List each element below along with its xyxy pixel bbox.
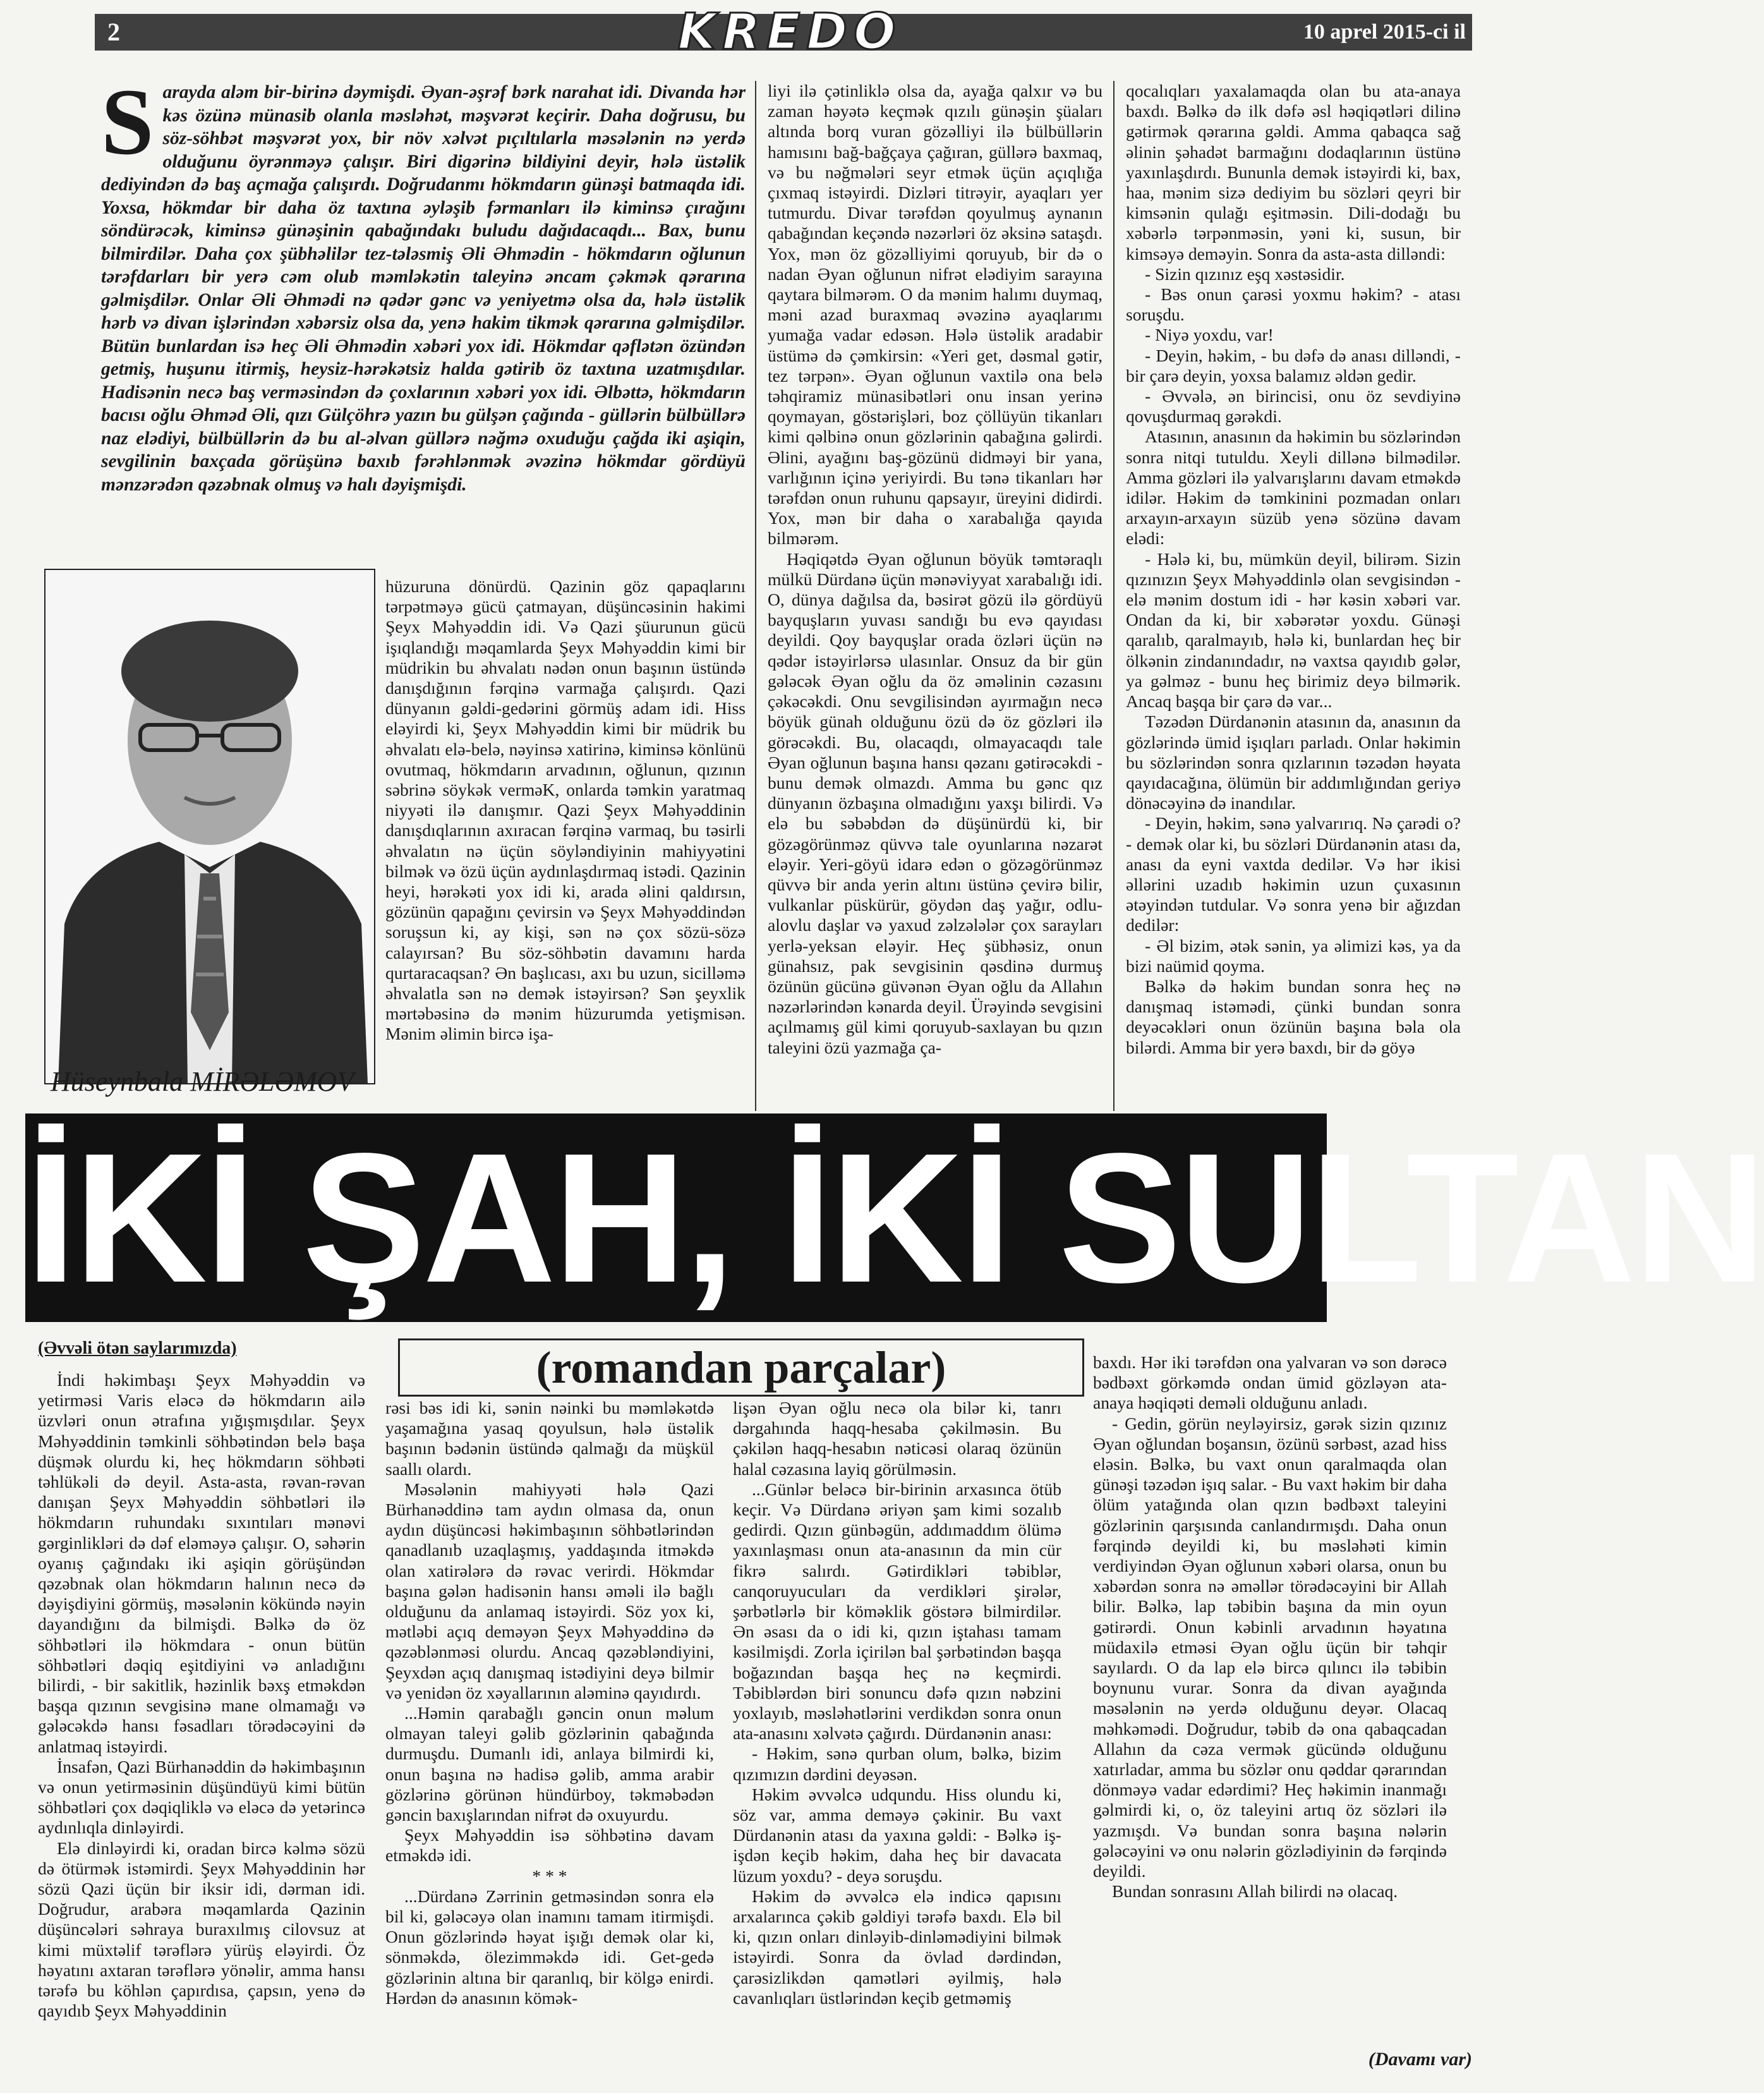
upper-right-column: [1126, 81, 1461, 1058]
paragraph: - Gedin, görün neyləyirsiz, gərək sizin qızınız Əyan oğlundan boşansın, özünü sərbəst, azad hiss eləsin. Bəlkə, bu vaxt onun qaralmaqda olan günəşi təzədən işıq salar. - Bu vaxt həkim bir daha ölüm yatağında olan qızın bədbəxt taleyini gözlərinin qarşısında canlandırmışdı. Daha onun fərqində deyildi ki, bu məsləhəti kimin verdiyindən Əyan oğlunun xəbəri olarsa, onun bu xəbərdən sonra nə əməllər törədəcəyini bir Allah bilir. Bəlkə, lap təbibin başına da min oyun gətirərdi. Onun kəbinli arvadının həyatına müdaxilə etməsi Əyan oğlu üçün bir təhqir sayılardı. O da lap elə bircə qılıncı ilə təbibin boynunu vurar. Sonra da divan ayağında məsələnin nə yerdə olduğunu deyər. Olacaq məhkəmədi. Doğrudur, təbib də ona qabaqcadan Allahın da cəza vermək gücündə olduğunu xatırladar, amma bu sözlər onu qəddar qərarından dönməyə vadar edərdimi? Heç həkimin inanmağı gəlmirdi ki, o, öz taleyini artıq öz sözləri ilə yazmışdı. Və bundan sonra başına nələrin gələcəyini və onu nələrin gözlədiyinin də fərqində deyildi.: [1093, 1413, 1447, 1881]
author-photo: [44, 569, 375, 1084]
paragraph: - Deyin, həkim, sənə yalvarırıq. Nə çarədi o? - demək olar ki, bu sözləri Dürdanənin atası da, anası da eyni vaxtda dedilər. Və hər ikisi əllərini uzadıb həkimin uzun çuxasının ətəyindən tutdular. Və sonra yenə bir ağızdan dedilər:: [1126, 813, 1461, 935]
portrait-illustration: [45, 570, 374, 1083]
paragraph: Təzədən Dürdanənin atasının da, anasının da gözlərində ümid işıqları parladı. Onlar həkimin bu sözlərindən sonra qızlarının təzədən həyata qayıdacağına, ölümün bir addımlığından geriyə dönəcəyinə də inandılar.: [1126, 712, 1461, 813]
previous-issue-note: (Əvvəli ötən saylarımızda): [38, 1338, 237, 1358]
paragraph: - Deyin, həkim, - bu dəfə də anası dilləndi, - bir çarə deyin, yoxsa balamız əldən gedir.: [1126, 345, 1461, 385]
paragraph: - Niyə yoxdu, var!: [1145, 325, 1274, 345]
photo-side-column: [385, 576, 746, 1045]
to-be-continued: (Davamı var): [1368, 2049, 1472, 2070]
intro-text: arayda aləm bir-birinə dəymişdi. Əyan-əşrəf bərk narahat idi. Divanda hər kəs özünə münasib olanla məsləhət, məşvərət keçirir. Daha doğrusu, bu söz-söhbət məşvərət yox, bir növ xəlvət pıçıltılarla məsələnin nə yerdə olduğunu öyrənməyə çalışır. Biri digərinə bildiyini deyir, hələ üstəlik dediyindən də baş açmağa çalışırdı. Doğrudanmı hökmdarın günəşi batmaqda idi. Yoxsa, hökmdar bir daha öz taxtına əyləşib fərmanları ilə kiminsə çırağını söndürəcək, kiminsə günəşinin qabağındakı buludu dağıdacaqdı... Bax, bunu bilmirdilər. Daha çox şübhəlilər tez-tələsmiş Əli Əhmədin - hökmdarın oğlunun tərəfdarları bir yerə cəm olub məmləkətin taleyinə əncam çəkmək qərarına gəlmişdilər. Onlar Əli Əhmədi nə qədər gənc və yeniyetmə olsa da, hələ üstəlik hərb və divan işlərindən xəbərsiz olsa da, yenə hakim tikmək qərarına gəlmişdilər. Bütün bunlardan isə heç Əli Əhmədin xəbəri yox idi. Hökmdar qəflətən özündən getmiş, huşunu itirmiş, heysiz-hərəkətsiz halda gətirib öz taxtına uzatmışdılar. Hadisənin necə baş verməsindən də çoxlarının xəbəri yox idi. Əlbəttə, hökmdarın bacısı oğlu Əhməd Əli, qızı Gülçöhrə yazın bu gülşən çağında - güllərin bülbüllərə naz elədiyi, bülbüllərin də bu al-əlvan güllərə nəğmə oxuduğu çağda iki aşiqin, sevgilinin baxçada görüşünə baxıb fərəhlənmək əvəzinə hökmdar gördüyü mənzərədən qəzəbnak olmuş və halı dəyişmişdi.: [101, 82, 746, 495]
paragraph: rəsi bəs idi ki, sənin nəinki bu məmləkətdə yaşamağına yasaq qoyulsun, hələ üstəlik başının bədənin üstündə qalmağı da müşkül saallı olardı.: [385, 1398, 714, 1479]
intro-paragraph: [101, 70, 746, 496]
paragraph: Həkim də əvvəlcə elə indicə qapısını arxalarınca çəkib gəldiyi tərəfə baxdı. Elə bil ki, qızın onları dinləyib-dinləmədiyini bilmək istəyirdi. Sonra da övlad dərdindən, çarəsizlikdən qamətləri əyilmiş, hələ cavanlıqları üstlərindən keçib getməmiş: [733, 1886, 1061, 2008]
paragraph: Atasının, anasının da həkimin bu sözlərindən sonra nitqi tutuldu. Xeyli dillənə bilmədilər. Amma gözləri ilə yalvarışlarını davam etməkdə idilər. Həkim də təmkinini pozmadan onları arxayın-arxayın süzüb yenə sözünə davam elədi:: [1126, 427, 1461, 549]
paragraph: - Əvvələ, ən birincisi, onu öz sevdiyinə qovuşdurmaq gərəkdi.: [1126, 386, 1461, 427]
paragraph: İnsafən, Qazi Bürhanəddin də həkimbaşının və onun yetirməsinin düşündüyü kimi bütün söhbətləri çox dəqiqliklə və eləcə də yetərincə aydınlıqla dinləyirdi.: [38, 1756, 365, 1838]
paragraph: ...Həmin qarabağlı gəncin onun məlum olmayan taleyi gəlib gözlərinin qabağında durmuşdu. Dumanlı idi, anlaya bilmirdi ki, onun başına nə hadisə gəlib, amma arabir gözlərinə görünən hündürboy, təkməbədən gəncin baxışlarından nifrət də oxuyurdu.: [385, 1703, 714, 1825]
column-rule: [755, 81, 756, 1111]
paragraph: Şeyx Məhyəddin isə söhbətinə davam etməkdə idi.: [385, 1825, 714, 1866]
paragraph: Həqiqətdə Əyan oğlunun böyük təmtəraqlı mülkü Dürdanə üçün mənəviyyat xarabalığı idi. O, dünya dağılsa da, bəsirət gözü ilə gördüyü bayquşların yuvası sandığı bu evə qayıdası deyildi. Qoy bayquşlar orada özləri üçün nə qədər istəyirlərsə ulasınlar. Onsuz da bir gün gələcək Əyan oğlu da öz əməlinin cəzasını çəkəcəkdi. Onu sevgilisindən ayırmağın necə böyük günah olduğunu özü də öz gözləri ilə görəcəkdi. Bu, olacaqdı, olmayacaqdı tale Əyan oğlunun başına hansı qəzanı gətirəcəkdi - bunu demək olmazdı. Amma bu gənc qız dünyanın özbaşına olmadığını yaxşı bilirdi. Və elə bu səbəbdən də düşünürdü ki, bir gözəgörünməz qüvvə tale oyunlarına nəzarət eləyir. Yeri-göyü idarə edən o gözəgörünməz qüvvə bir anda yerin altını üstünə çevirə bilir, vulkanlar püskürür, göydən daş yağır, odlu-alovlu daşlar və yaxud zəlzələlər çox sarayları yerlə-yeksan eləyir. Heç şübhəsiz, onun günahsız, pak sevgisinin qəsdinə durmuş özünün gücünə güvənən Əyan oğlu da Allahın nəzərlərindən kənarda deyil. Ürəyində sevgisini açılmamış gül kimi qoruyub-saxlayan bu qızın taleyini özü yazmağa ça-: [768, 549, 1102, 1057]
paragraph: Həkim əvvəlcə udqundu. Hiss olundu ki, söz var, amma deməyə çəkinir. Bu vaxt Dürdanənin atası da yaxına gəldi: - Bəlkə iş-işdən keçib həkim, daha heç bir davacata lüzum yoxdu? - deyə soruşdu.: [733, 1784, 1061, 1886]
paragraph: Məsələnin mahiyyəti hələ Qazi Bürhanəddinə tam aydın olmasa da, onun aydın düşüncəsi həkimbaşının söhbətlərindən qanadlanıb uzaqlaşmış, yaddaşında itməkdə olan xatirələrə də rəvac verirdi. Hökmdar başına gələn hadisənin hansı əməli ilə bağlı olduğunu da anlamaq istəyirdi. Söz yox ki, mətləbi açıq deməyən Şeyx Məhyəddinə də qəzəblənməsi olurdu. Ancaq qəzəbləndiyini, Şeyxdən açıq danışmaq istədiyini deyə bilmir və yenidən öz xəyallarının aləminə qayıdırdı.: [385, 1479, 714, 1702]
paragraph: - Bəs onun çarəsi yoxmu həkim? - atası soruşdu.: [1126, 284, 1461, 325]
paragraph: Bəlkə də həkim bundan sonra heç nə danışmaq istəmədi, çünki bundan sonra deyəcəkləri onun özünün başına bəla ola bilərdi. Amma bir yerə baxdı, bir də göyə: [1126, 976, 1461, 1057]
paragraph: baxdı. Hər iki tərəfdən ona yalvaran və son dərəcə bədbəxt görkəmdə ondan ümid gözləyən ata-anaya həqiqəti deməli olduğunu anladı.: [1093, 1352, 1447, 1413]
headline: İKİ ŞAH, İKİ SULTAN: [25, 1115, 1764, 1321]
paragraph: - Sizin qızınız eşq xəstəsidir.: [1145, 264, 1345, 284]
lower-column-4: [1093, 1352, 1447, 1902]
lower-column-2: [385, 1398, 714, 2008]
paragraph: lişən Əyan oğlu necə ola bilər ki, tanrı dərgahında haqq-hesaba çəkilməsin. Bu çəkilən haqq-hesabın nəticəsi olaraq özünün halal cəzasına layiq görülməsin.: [733, 1398, 1061, 1479]
paragraph: liyi ilə çətinliklə olsa da, ayağa qalxır və bu zaman həyətə keçmək qızılı günəşin şüaları altında borq vuran gözəlliyi ilə bülbüllərin hamısını bağ-bağçaya çağıran, güllərə baxmaq, və bu nəğmələri seyr etmək üçün açıqlığa çıxmaq istəyirdi. Dizləri titrəyir, ayaqları yer tutmurdu. Divar tərəfdən qoyulmuş aynanın qabağından keçəndə nəzərləri öz əksinə sataşdı. Yox, mən öz gözəlliyimi qoruyub, bir də o nadan Əyan oğlunun nifrət elədiyim sarayına qaytara bilmərəm. O da mənim halımı duymaq, məni azad buraxmaq əvəzinə ayaqlarımı yumağa vadar edəsən. Hələ üstəlik aradabir üstümə də çəmkirsin: «Yeri get, dəsmal gətir, tez tərpən». Əyan oğlunun vaxtilə ona belə təhqiramiz münasibətləri onu insan yerinə qoymayan, göstərişləri, boz çöllüyün tikanları kimi qəlbinə onun gözlərinin qabağına gəlirdi. Əlini, ayağını baş-gözünü didməyi bir yana, varlığının içinə yeriyirdi. Bu tənə tikanları hər tərəfdən onun ruhunu qapsayır, üreyini didirdi. Yox, mən bir daha o xarabalığa qayıda bilmərəm.: [768, 81, 1102, 549]
paragraph: hüzuruna dönürdü. Qazinin göz qapaqlarını tərpətməyə gücü çatmayan, düşüncəsinin hakimi Şeyx Məhyəddin idi. Və Qazi şüurunun gücü işıqlandığı məqamlarda Şeyx Məhyəddin kimi bir müdrikin bu əhvalatı nədən onun başının üstündə danışdığının fərqinə varmağa çalışırdı. Qazi dünyanın gəldi-gedərini görmüş adam idi. Hiss eləyirdi ki, Şeyx Məhyəddin kimi bir müdrik bu əhvalatı elə-belə, nəyinsə xatirinə, kiminsə könlünü ovutmaq, hökmdarın arvadının, oğlunun, qızının səbrinə söykək verməK, onlarda təmkin yaratmaq niyyəti ilə danışmır. Qazi Şeyx Məhyəddinin danışdıqlarının axıracan fərqinə varmaq, bu təsirli əhvalatın nə üçün söyləndiyinin mahiyyətini bilmək və özü üçün aydınlaşdırmaq istədi. Qazinin heyi, hərəkəti yox idi ki, arada əlini qaldırsın, gözünün qapağını çevirsin və Şeyx Məhyəddindən soruşsun ki, ay kişi, sən nə çox sözü-sözə calayırsan? Bu söz-söhbətin davamını harda qurtaracaqsan? Ən başlıcası, axı bu uzun, sicilləmə əhvalatla sən nə demək istəyirsən? Sən şeyxlik mərtəbəsinə də mənim hüzurumda yetişmisən. Mənim əlimin bircə işa-: [385, 576, 746, 1044]
paragraph: ...Dürdanə Zərrinin getməsindən sonra elə bil ki, gələcəyə olan inamını tamam itirmişdi. Onun gözlərində həyat işığı demək olar ki, sönməkdə, ölezimməkdə idi. Get-gedə gözlərinin altına bir qaranlıq, bir kölgə enirdi. Hərdən də anasının kömək-: [385, 1886, 714, 2008]
paragraph: Elə dinləyirdi ki, oradan bircə kəlmə sözü də ötürmək istəmirdi. Şeyx Məhyəddinin hər sözü Qazi üçün bir iksir idi, dərman idi. Doğrudur, arabəra məqamlarda Qazinin düşüncələri səhraya buraxılmış cilovsuz at kimi müxtəlif tərəflərə yürüş eləyirdi. Öz həyatını axtaran tərəflərə yönəlir, amma hansı tərəfə bu köhlən çapırdısa, çapsın, yenə də qayıdıb Şeyx Məhyəddinin: [38, 1838, 365, 2021]
paragraph: qocalıqları yaxalamaqda olan bu ata-anaya baxdı. Bəlkə də ilk dəfə əsl həqiqətləri dilinə gətirmək qərarına gəldi. Amma qabaqca sağ əlinin şəhadət barmağını dodaqlarının üstünə yaxınlaşdırdı. Bununla demək istəyirdi ki, bax, haa, mənim sizə dediyim bu sözləri qeyri bir kimsənin qulağı eşitməsin. Dili-dodağı bu xəbərlə tərpənməsin, yəni ki, susun, bir kimsəyə deməyin. Sonra da asta-asta dilləndi:: [1126, 81, 1461, 264]
author-name: Hüseynbala MİRƏLƏMOV: [51, 1066, 354, 1097]
subtitle: (romandan parçalar): [398, 1338, 1084, 1397]
column-rule: [1113, 81, 1115, 1111]
upper-middle-column: [768, 81, 1102, 1058]
paragraph: - Həkim, sənə qurban olum, bəlkə, bizim qızımızın dərdini deyəsən.: [733, 1744, 1061, 1784]
page-number: 2: [107, 18, 120, 46]
paragraph: - Əl bizim, ətək sənin, ya əlimizi kəs, ya da bizi naümid qoyma.: [1126, 935, 1461, 976]
paragraph: ...Günlər beləcə bir-birinin arxasınca ötüb keçir. Və Dürdanə əriyən şam kimi sozalıb gedirdi. Qızın günbəgün, addımaddım ölümə yaxınlaşması onun ata-anasının da min cür fikrə salırdı. Gətirdikləri təbiblər, canqoruyucuları da verdikləri şirələr, şərbətlərlə bir köməklik göstərə bilmirdilər. Ən əsası da o idi ki, qızın iştahası tamam kəsilmişdi. Zorla içirilən bal şərbətindən başqa boğazından başqa heç nə keçmirdi. Təbiblərdən biri sonuncu dəfə qızın nəbzini yoxlayıb, məsləhətlərini verdikdən sonra onun ata-anasını xəlvətə çağırdı. Dürdanənin anası:: [733, 1479, 1061, 1744]
paragraph: - Hələ ki, bu, mümkün deyil, bilirəm. Sizin qızınızın Şeyx Məhyəddinlə olan sevgisindən - elə mənim dostum idi - hər kəsin xəbəri var. Ondan da ki, bir xəbərətər yoxdu. Günəşi qaralıb, qaralmayıb, hələ ki, bunlardan heç bir ölkənin zindanındadır, nə vaxtsa qayıdıb gələr, ya gəlməz - bunu heç birimiz deyə bilmərik. Ancaq başqa bir çarə də var...: [1126, 549, 1461, 712]
paragraph: Bundan sonrasını Allah bilirdi nə olacaq.: [1112, 1881, 1398, 1902]
lower-column-3: [733, 1398, 1061, 2008]
issue-date: 10 aprel 2015-ci il: [1303, 20, 1466, 44]
paragraph: İndi həkimbaşı Şeyx Məhyəddin və yetirməsi Varis eləcə də hökmdarın ailə üzvləri onun ətrafına yığışmışdılar. Şeyx Məhyəddinin təmkinli söhbətindən belə başa düşmək olurdu ki, heç hökmdarın söhbəti təhlükəli də deyil. Asta-asta, rəvan-rəvan danışan Şeyx Məhyəddin söhbətləri ilə hökmdarın ruhundakı sıxıntıları mənəvi gərginlikləri də dəf eləməyə çalışır. O, səhərin oyanış çağındakı iki aşiqin görüşündən qəzəbnak olan hökmdarın halının necə də dəyişdiyini görmüş, məsələnin kökündə nəyin dayandığını da bilmişdi. Bəlkə də öz söhbətləri ilə hökmdara - onun bütün söhbətləri dəqiq eşitdiyini və anladığını bilirdi, - bir sakitlik, həzinlik bəxş etməkdən başqa qızının sevgisinə mane olmamağı və gələcəkdə hansı fəsadları törədəcəyini də anlatmaq istəyirdi.: [38, 1370, 365, 1756]
drop-cap: S: [101, 70, 154, 174]
lower-column-1: [38, 1370, 365, 2022]
masthead: KREDO: [677, 4, 902, 61]
section-separator: * * *: [532, 1866, 567, 1886]
